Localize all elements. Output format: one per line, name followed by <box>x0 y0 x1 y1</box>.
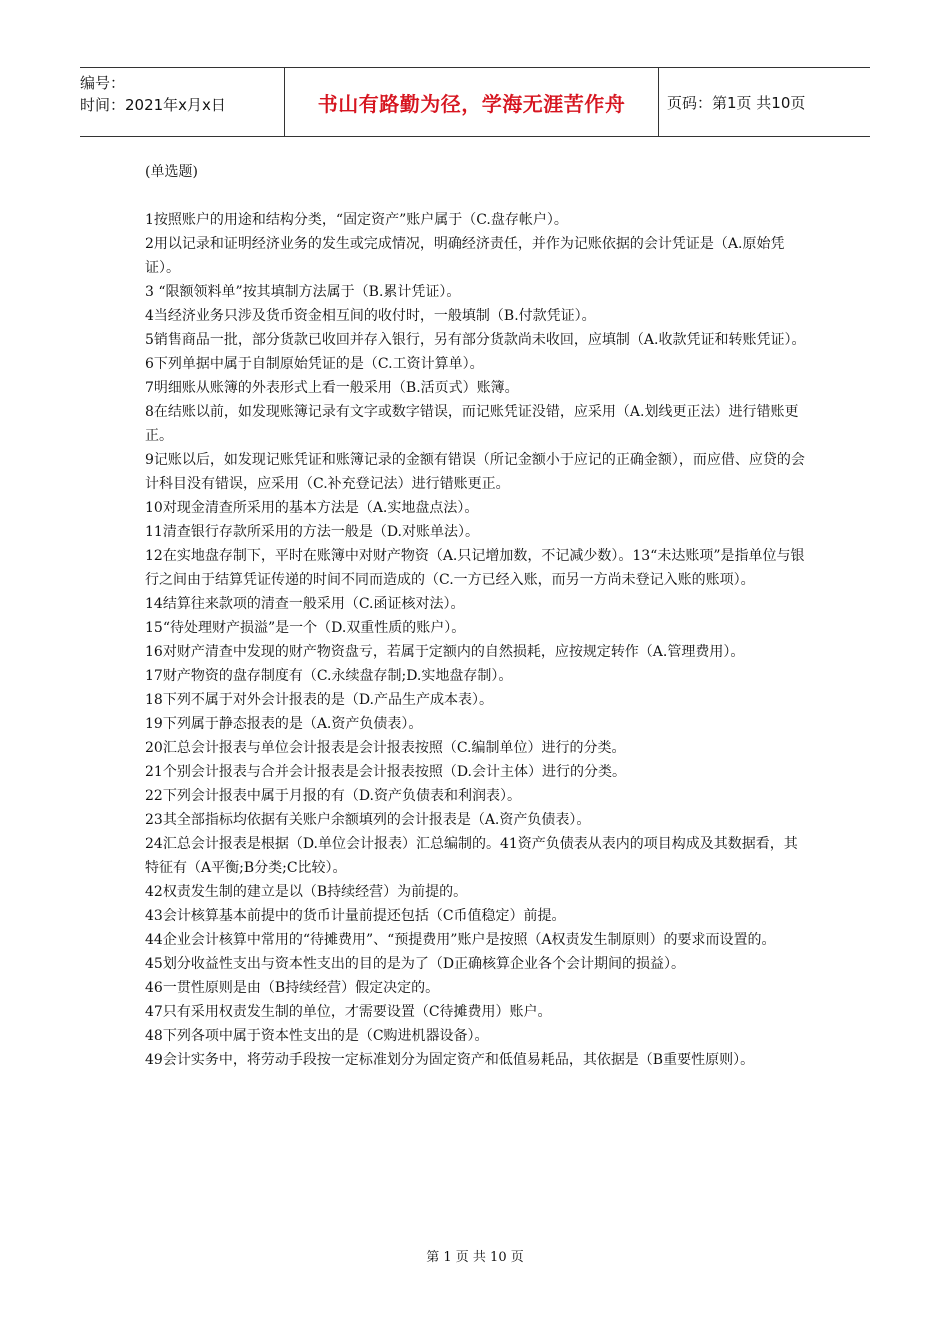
question-item: 11清查银行存款所采用的方法一般是（D.对账单法）。 <box>145 524 479 540</box>
question-item: 23其全部指标均依据有关账户余额填列的会计报表是（A.资产负债表）。 <box>145 812 591 828</box>
time-label: 时间：2021年x月x日 <box>80 96 226 114</box>
question-item: 45划分收益性支出与资本性支出的目的是为了（D正确核算企业各个会计期间的损益）。 <box>145 956 686 972</box>
question-item: 6下列单据中属于自制原始凭证的是（C.工资计算单）。 <box>145 356 484 372</box>
header-page-info: 页码：第1页 共10页 <box>667 93 806 112</box>
page-header <box>80 67 870 137</box>
question-list <box>145 208 810 1072</box>
header-motto: 书山有路勤为径，学海无涯苦作舟 <box>284 68 659 136</box>
question-item: 48下列各项中属于资本性支出的是（C购进机器设备）。 <box>145 1028 489 1044</box>
question-item: 15“待处理财产损溢”是一个（D.双重性质的账户）。 <box>145 620 466 636</box>
question-item: 4当经济业务只涉及货币资金相互间的收付时，一般填制（B.付款凭证）。 <box>145 308 596 324</box>
page-footer: 第 1 页 共 10 页 <box>426 1250 524 1265</box>
section-title: (单选题) <box>145 164 198 180</box>
question-item: 44企业会计核算中常用的“待摊费用”、“预提费用”账户是按照（A权责发生制原则）的要求而设置的。 <box>145 932 776 948</box>
question-item: 10对现金清查所采用的基本方法是（A.实地盘点法）。 <box>145 500 479 516</box>
question-item: 12在实地盘存制下，平时在账簿中对财产物资（A.只记增加数，不记减少数）。13“未达账项”是指单位与银行之间由于结算凭证传递的时间不同而造成的（C.一方已经入账，而另一方尚未登记入账的账项）。 <box>145 548 805 588</box>
question-item: 42权责发生制的建立是以（B持续经营）为前提的。 <box>145 884 468 900</box>
number-label: 编号： <box>80 74 126 92</box>
question-item: 43会计核算基本前提中的货币计量前提还包括（C币值稳定）前提。 <box>145 908 566 924</box>
question-item: 3 “限额领料单”按其填制方法属于（B.累计凭证）。 <box>145 284 461 300</box>
document-body <box>145 160 810 1072</box>
question-item: 49会计实务中，将劳动手段按一定标准划分为固定资产和低值易耗品，其依据是（B重要性原则）。 <box>145 1052 755 1068</box>
question-item: 24汇总会计报表是根据（D.单位会计报表）汇总编制的。41资产负债表从表内的项目构成及其数据看，其特征有（A平衡;B分类;C比较）。 <box>145 836 798 876</box>
header-left <box>80 68 284 136</box>
question-item: 21个别会计报表与合并会计报表是会计报表按照（D.会计主体）进行的分类。 <box>145 764 626 780</box>
question-item: 2用以记录和证明经济业务的发生或完成情况，明确经济责任，并作为记账依据的会计凭证是（A.原始凭证）。 <box>145 236 785 276</box>
question-item: 47只有采用权责发生制的单位，才需要设置（C待摊费用）账户。 <box>145 1004 552 1020</box>
question-item: 20汇总会计报表与单位会计报表是会计报表按照（C.编制单位）进行的分类。 <box>145 740 626 756</box>
question-item: 19下列属于静态报表的是（A.资产负债表）。 <box>145 716 423 732</box>
question-item: 5销售商品一批，部分货款已收回并存入银行，另有部分货款尚未收回，应填制（A.收款凭证和转账凭证）。 <box>145 332 806 348</box>
question-item: 7明细账从账簿的外表形式上看一般采用（B.活页式）账簿。 <box>145 380 519 396</box>
question-item: 14结算往来款项的清查一般采用（C.函证核对法）。 <box>145 596 465 612</box>
question-item: 8在结账以前，如发现账簿记录有文字或数字错误，而记账凭证没错，应采用（A.划线更正法）进行错账更正。 <box>145 404 799 444</box>
question-item: 18下列不属于对外会计报表的是（D.产品生产成本表）。 <box>145 692 493 708</box>
question-item: 22下列会计报表中属于月报的有（D.资产负债表和利润表）。 <box>145 788 521 804</box>
question-item: 17财产物资的盘存制度有（C.永续盘存制;D.实地盘存制）。 <box>145 668 513 684</box>
question-item: 9记账以后，如发现记账凭证和账簿记录的金额有错误（所记金额小于应记的正确金额），而应借、应贷的会计科目没有错误，应采用（C.补充登记法）进行错账更正。 <box>145 452 805 492</box>
question-item: 46一贯性原则是由（B持续经营）假定决定的。 <box>145 980 440 996</box>
question-item: 16对财产清查中发现的财产物资盘亏，若属于定额内的自然损耗，应按规定转作（A.管理费用）。 <box>145 644 745 660</box>
question-item: 1按照账户的用途和结构分类，“固定资产”账户属于（C.盘存帐户）。 <box>145 212 568 228</box>
